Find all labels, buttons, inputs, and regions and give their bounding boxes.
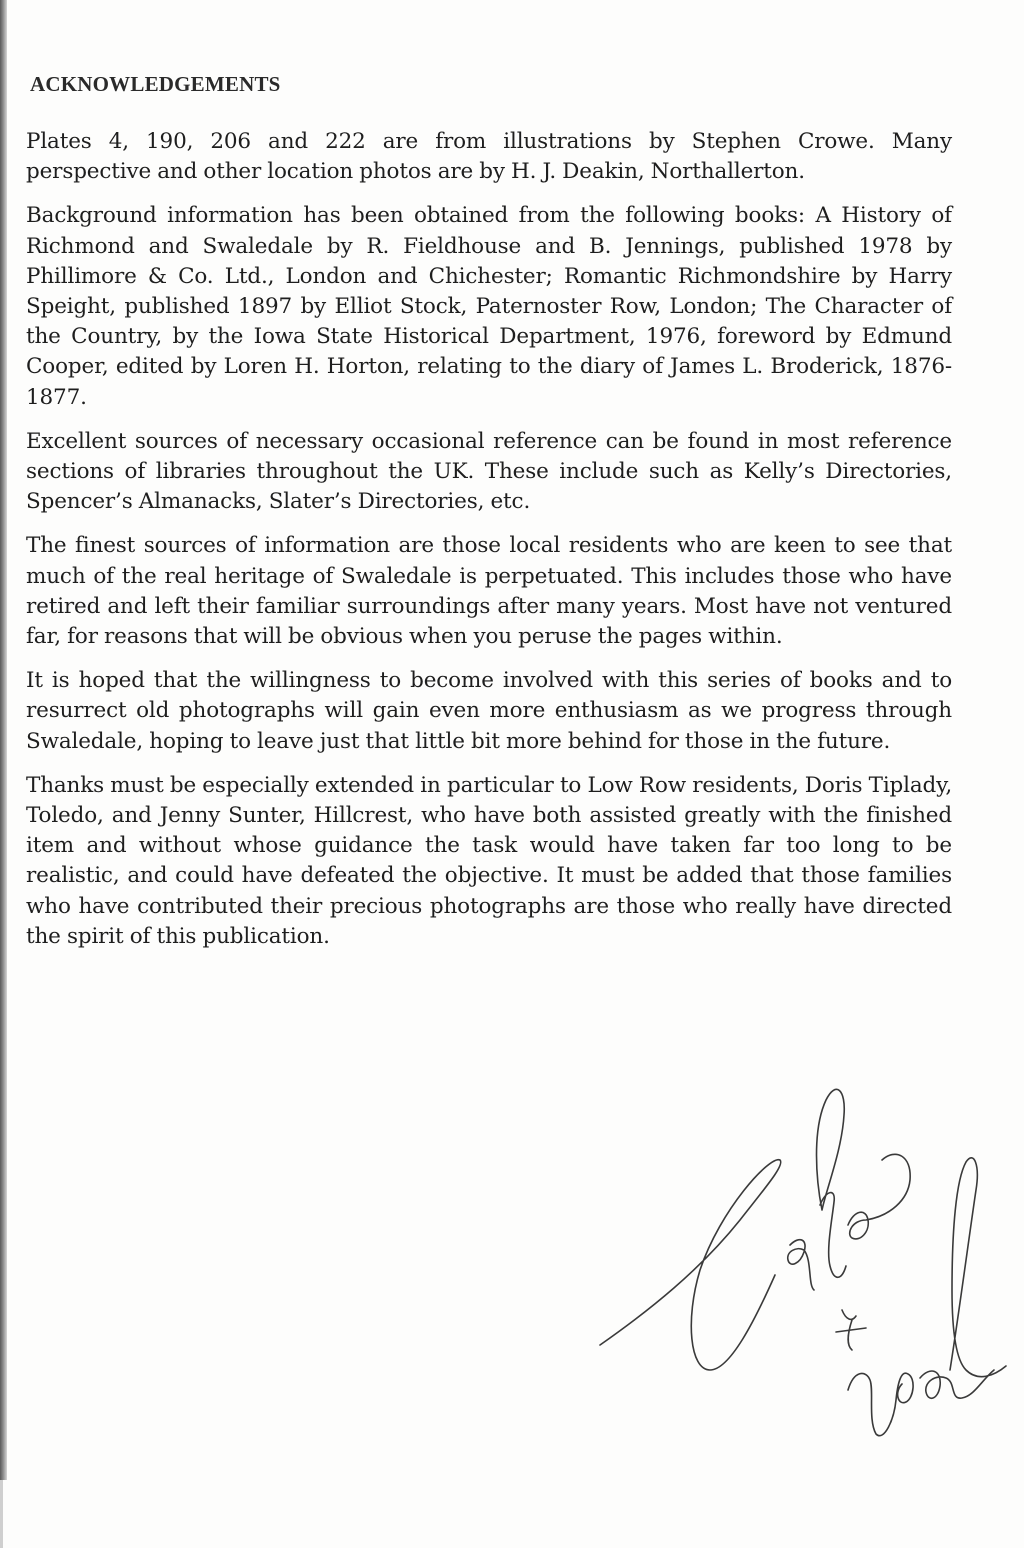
paragraph-hope: It is hoped that the willingness to become involved with this series of books and to resurrect old photographs will gain even more enthusiasm as we progress through Swaledale, hoping to leave just that little bit more behind for those in the future. [26,668,952,754]
acknowledgements-section [26,72,952,966]
section-heading: ACKNOWLEDGEMENTS [30,72,281,96]
paragraph-residents: The finest sources of information are those local residents who are keen to see that much of the real heritage of Swaledale is perpetuated. This includes those who have retired and left their familiar surroundings after many years. Most have not ventured far, for reasons that will be obvious when you peruse the pages within. [26,533,952,650]
paragraph-background: Background information has been obtained from the following books: A History of Richmond and Swaledale by R. Fieldhouse and B. Jennings, published 1978 by Phillimore & Co. Ltd., London and Chichester; Romantic Richmondshire by Harry Speight, published 1897 by Elliot Stock, Paternoster Row, London; The Character of the Country, by the Iowa State Historical Department, 1976, foreword by Edmund Cooper, edited by Loren H. Horton, relating to the diary of James L. Broderick, 1876-1877. [26,203,952,410]
paragraph-thanks: Thanks must be especially extended in particular to Low Row residents, Doris Tiplady, Toledo, and Jenny Sunter, Hillcrest, who have both assisted greatly with the finished item and without whose guidance the task would have taken far too long to be realistic, and could have defeated the objective. It must be added that those families who have contributed their precious photographs are those who really have directed the spirit of this publication. [26,772,952,949]
paragraph-plates: Plates 4, 190, 206 and 222 are from illustrations by Stephen Crowe. Many perspective and other location photos are by H. J. Deakin, Northallerton. [26,129,952,185]
handwritten-signature-icon [590,1070,1010,1450]
page-binding-edge-lower [0,1480,3,1548]
paragraph-sources: Excellent sources of necessary occasional reference can be found in most reference sections of libraries throughout the UK. These include such as Kelly’s Directories, Spencer’s Almanacks, Slater’s Directories, etc. [26,428,952,515]
signature-strokes [600,1089,1006,1435]
page-binding-edge [0,0,7,1480]
